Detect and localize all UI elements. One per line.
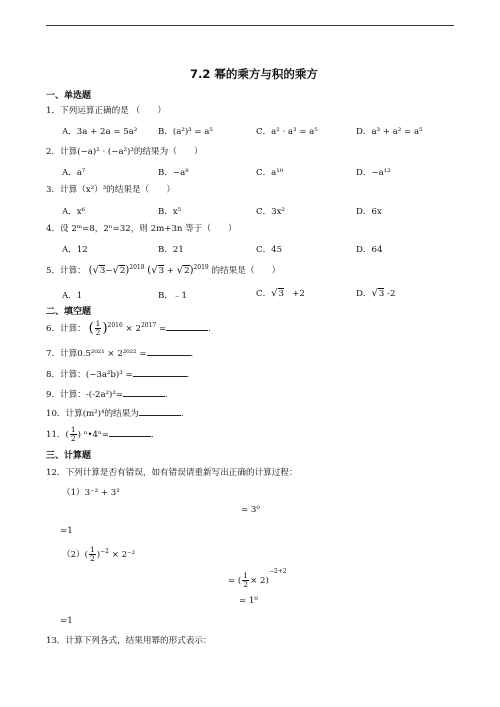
q5-d-prefix: D． xyxy=(356,289,372,299)
q12-p2-eq-prefix: = ( xyxy=(228,576,242,586)
q5-option-b: B．﹣1 xyxy=(158,291,187,301)
q6-fraction xyxy=(95,320,102,337)
question-11 xyxy=(46,426,154,443)
q6-prefix: 6．计算： xyxy=(46,324,86,334)
q11-end: . xyxy=(150,430,154,440)
q8-answer-blank[interactable] xyxy=(133,367,187,377)
q6-end: . xyxy=(208,324,211,334)
q12-part-2: （2）( $\frac{1}{2}$ )$^{-2}$ × 2⁻² xyxy=(62,545,136,563)
q12-p2-eq-fraction xyxy=(242,572,249,589)
q10-end: . xyxy=(180,409,184,419)
q5-d-suffix: -2 xyxy=(387,289,396,299)
q5-d-sqrt: 3 xyxy=(378,289,385,299)
question-4: 4．设 2ᵐ=8，2ⁿ=32，则 2m+3n 等于（ ） xyxy=(46,224,237,234)
question-1: 1．下列运算正确的是 （ ） xyxy=(46,106,166,116)
q11-fraction-num: 1 xyxy=(70,425,76,434)
section-heading-calculation: 三、计算题 xyxy=(46,451,92,461)
q6-exp-2: 2017 xyxy=(140,322,157,329)
q12-p2-eq-exp: −2+2 xyxy=(268,568,287,575)
q6-exp-1: 2016 xyxy=(107,322,123,329)
q5-exp-2: 2019 xyxy=(193,264,209,271)
q11-prefix: 11．( xyxy=(46,430,69,440)
q6-answer-blank[interactable] xyxy=(166,321,208,331)
q7-text: 7．计算0.5²⁰²¹ × 2²⁰²² = xyxy=(46,349,147,359)
q12-p2-fraction-den: 2 xyxy=(90,554,95,563)
q12-p2-eq-fraction-den: 2 xyxy=(243,580,249,589)
q3-option-c: C．3x² xyxy=(256,207,285,217)
q1-option-b: B．(a²)³ = a⁵ xyxy=(158,127,213,137)
q1-option-c: C．a² · a³ = a⁵ xyxy=(256,127,318,137)
q12-part-2-step-1 xyxy=(228,568,287,589)
q11-answer-blank[interactable] xyxy=(109,427,151,437)
q12-p2-fraction xyxy=(89,546,96,563)
q5-option-d: D．√3 -2 xyxy=(356,288,396,299)
q5-sqrt3-a: 3 xyxy=(99,266,106,276)
q1-option-d: D．a³ + a² = a⁵ xyxy=(356,127,423,137)
q10-answer-blank[interactable] xyxy=(139,406,181,416)
question-5: 5．计算： $(√3-√2)^{2018}$ $(√3 + √2)^{2019}$ 的结果是（ ） xyxy=(46,264,281,276)
q6-eq: = xyxy=(156,324,167,334)
q6-mid: × 2 xyxy=(125,324,141,334)
q2-option-d: D．−a¹² xyxy=(356,168,391,178)
question-10 xyxy=(46,406,184,419)
q12-p2-eq-mid: × 2) xyxy=(250,576,269,586)
q9-answer-blank[interactable] xyxy=(123,387,165,397)
q4-option-d: D．64 xyxy=(356,245,383,255)
q9-text: 9．计算：-(-2a²)²= xyxy=(46,390,124,400)
section-heading-fill-blank: 二、填空题 xyxy=(46,307,92,317)
question-3: 3．计算（x²）³的结果是（ ） xyxy=(46,185,175,195)
q4-option-a: A．12 xyxy=(62,245,88,255)
question-12: 12．下列计算是否有错误，如有错误请重新写出正确的计算过程： xyxy=(46,468,298,478)
q3-option-d: D．6x xyxy=(356,207,382,217)
q4-option-b: B．21 xyxy=(158,245,184,255)
q5-option-c: C．√3 +2 xyxy=(256,288,305,299)
question-6: 6．计算： ( $\frac{1}{2}$ )$^{2016} \times 2^{2017}$ = . xyxy=(46,319,211,337)
q5-sqrt2-a: 2 xyxy=(119,266,126,276)
question-9 xyxy=(46,387,168,400)
q5-c-sqrt: 3 xyxy=(278,289,285,299)
q10-text: 10．计算(m²)⁴的结果为 xyxy=(46,409,139,419)
q12-part-2-result: =1 xyxy=(60,616,73,626)
q12-part-1: （1）3⁻² + 3² xyxy=(62,488,120,498)
question-7 xyxy=(46,346,193,359)
q2-option-c: C．a¹⁰ xyxy=(256,168,284,178)
q11-fraction-den: 2 xyxy=(70,434,76,443)
q12-part-1-result: =1 xyxy=(60,526,73,536)
q8-text: 8．计算：(−3a²b)³ = xyxy=(46,370,133,380)
top-rule xyxy=(46,25,454,26)
page-title: 7.2 幂的乘方与积的乘方 xyxy=(190,67,318,81)
q12-p2-exp: −2 xyxy=(100,548,110,555)
q5-sqrt2-b: 2 xyxy=(184,266,190,276)
q5-option-a: A．1 xyxy=(62,291,83,301)
q11-fraction xyxy=(70,426,77,443)
q12-part-2-step-2: = 1⁰ xyxy=(239,596,258,606)
q7-end: . xyxy=(190,349,194,359)
q12-p2-prefix: （2）( xyxy=(62,550,89,560)
q4-option-c: C．45 xyxy=(256,245,283,255)
q9-end: . xyxy=(165,390,168,400)
q8-end: . xyxy=(186,370,190,380)
section-heading-single-choice: 一、单选题 xyxy=(46,91,92,101)
q12-p2-suffix: × 2⁻² xyxy=(111,550,136,560)
question-13: 13．计算下列各式，结果用幂的形式表示： xyxy=(46,636,212,646)
q5-prefix: 5．计算： xyxy=(46,266,86,276)
q5-c-suffix: +2 xyxy=(292,289,305,299)
q2-option-b: B．−a⁸ xyxy=(158,168,189,178)
q11-mid: ) ⁿ•4ⁿ= xyxy=(77,430,109,440)
q2-option-a: A．a⁷ xyxy=(62,168,86,178)
q5-exp-1: 2018 xyxy=(129,264,145,271)
q12-p2-fraction-num: 1 xyxy=(90,545,95,554)
q3-option-b: B．x⁵ xyxy=(158,207,182,217)
q6-fraction-num: 1 xyxy=(95,319,101,328)
question-8 xyxy=(46,367,189,380)
q12-part-1-step: = 3⁰ xyxy=(241,505,260,515)
q3-option-a: A．x⁶ xyxy=(62,207,86,217)
q12-p2-eq-fraction-num: 1 xyxy=(243,571,249,580)
q7-answer-blank[interactable] xyxy=(147,346,191,356)
q5-sqrt3-b: 3 xyxy=(158,266,165,276)
question-2: 2．计算(−a)² · (−a²)³的结果为（ ） xyxy=(46,147,203,157)
q6-fraction-den: 2 xyxy=(95,328,101,337)
q1-option-a: A．3a + 2a = 5a² xyxy=(62,127,138,137)
q5-c-prefix: C． xyxy=(256,289,272,299)
q5-suffix: 的结果是（ ） xyxy=(211,266,281,276)
